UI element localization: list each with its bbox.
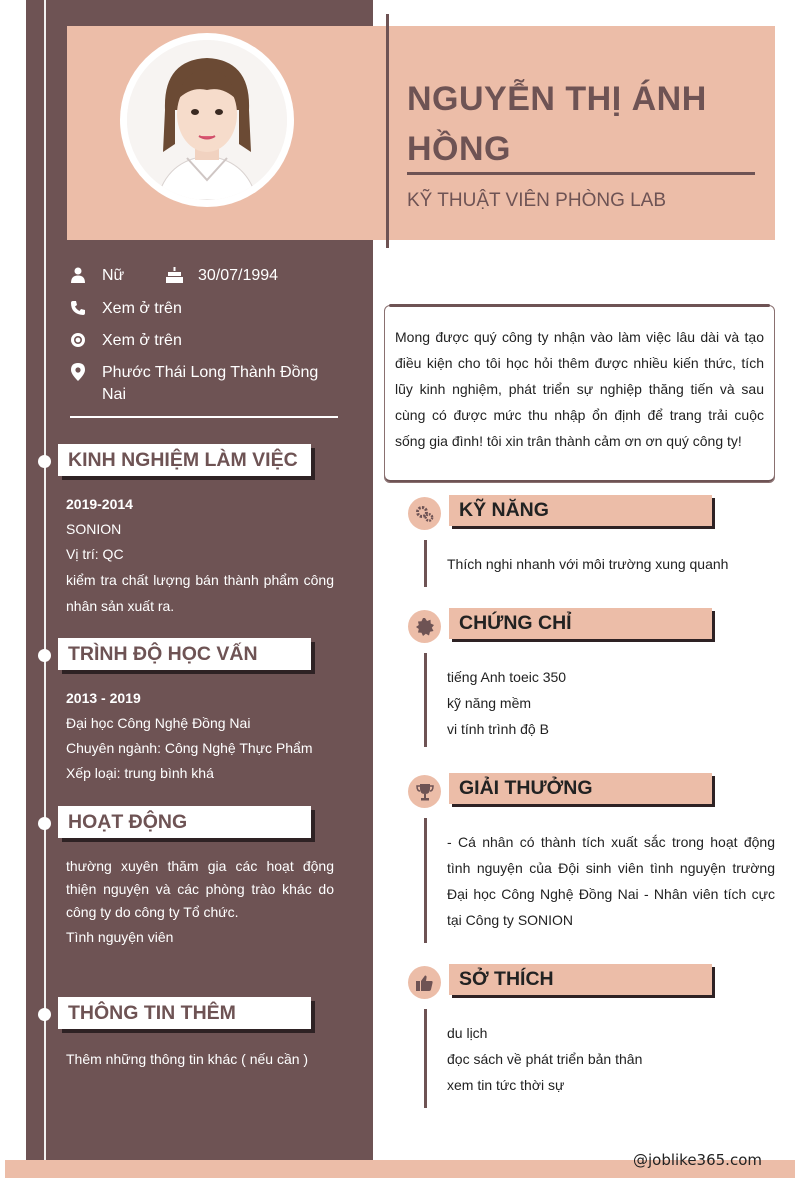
email-value: Xem ở trên [102,332,182,349]
hobbies-list [447,1020,775,1098]
footer-watermark: @joblike365.com [632,1151,762,1169]
activities-section [66,855,334,949]
activities-description: thường xuyên thăm gia các hoạt động thiện nguyện và các phòng trào khác do công ty do công ty Tổ chức. [66,858,334,920]
name-underline [407,172,755,175]
trophy-icon [408,775,441,808]
address-value: Phước Thái Long Thành Đồng Nai [102,364,319,403]
extra-info-heading: THÔNG TIN THÊM [58,997,311,1029]
timeline-dot [38,1008,51,1021]
skills-bar [424,540,427,587]
phone-value: Xem ở trên [102,300,182,317]
at-sign-icon [68,330,88,350]
list-item: du lịch [447,1025,488,1041]
education-major: Chuyên ngành: Công Nghệ Thực Phẩm [66,740,313,756]
experience-description: kiểm tra chất lượng bán thành phẩm công nhân sản xuất ra. [66,572,334,614]
education-heading: TRÌNH ĐỘ HỌC VẤN [58,638,311,670]
hobbies-heading: SỞ THÍCH [449,964,712,995]
cake-icon [164,265,184,285]
experience-position: Vị trí: QC [66,546,124,562]
map-pin-icon [68,362,88,382]
phone-icon [68,298,88,318]
awards-text: - Cá nhân có thành tích xuất sắc trong hoạt động tình nguyện của Đội sinh viên tình nguyện trường Đại học Công Nghệ Đồng Nai - Nhân viên tích cực tại Công ty SONION [447,834,775,928]
list-item: đọc sách về phát triển bản thân [447,1051,643,1067]
gears-icon [408,497,441,530]
extra-info-text: Thêm những thông tin khác ( nếu cần ) [66,1051,309,1067]
contact-email [68,330,182,352]
contact-phone [68,298,182,320]
awards-heading: GIẢI THƯỞNG [449,773,712,804]
thumbs-up-icon [408,966,441,999]
education-period: 2013 - 2019 [66,690,141,706]
education-school: Đại học Công Nghệ Đồng Nai [66,715,251,731]
avatar [120,33,294,207]
certificates-list [447,664,775,742]
education-section [66,686,334,786]
activities-role: Tình nguyện viên [66,929,174,945]
header-divider [386,14,389,248]
contact-gender [68,265,124,287]
sidebar-divider [70,416,338,418]
list-item: tiếng Anh toeic 350 [447,669,567,685]
experience-company: SONION [66,521,122,537]
avatar-photo [127,40,287,200]
contact-birthday [164,265,278,287]
timeline-dot [38,649,51,662]
career-objective: Mong được quý công ty nhận vào làm việc lâu dài và tạo điều kiện cho tôi học hỏi thêm được nhiều kiến thức, tích lũy kinh nghiệm, phát triển sự nghiệp thăng tiến và sau cùng có được mức thu nhập ổn định để trang trải cuộc sống gia đình! tôi xin trân thành cảm ơn ơn quý công ty! [384,305,775,483]
experience-section [66,492,334,619]
activities-heading: HOẠT ĐỘNG [58,806,311,838]
hobbies-bar [424,1009,427,1108]
birthday-value: 30/07/1994 [198,267,279,284]
candidate-name: NGUYỄN THỊ ÁNH HỒNG [407,80,707,168]
person-icon [68,265,88,285]
gender-value: Nữ [102,267,125,284]
awards-bar [424,818,427,943]
certificates-bar [424,653,427,747]
list-item: vi tính trình độ B [447,721,549,737]
skills-list [447,551,775,577]
list-item: Thích nghi nhanh với môi trường xung quanh [447,556,729,572]
certificate-icon [408,610,441,643]
job-title: KỸ THUẬT VIÊN PHÒNG LAB [407,190,667,211]
timeline-dot [38,817,51,830]
list-item: xem tin tức thời sự [447,1077,565,1093]
contact-address [68,362,328,406]
certificates-heading: CHỨNG CHỈ [449,608,712,639]
experience-period: 2019-2014 [66,496,133,512]
timeline-dot [38,455,51,468]
experience-heading: KINH NGHIỆM LÀM VIỆC [58,444,311,476]
skills-heading: KỸ NĂNG [449,495,712,526]
list-item: kỹ năng mềm [447,695,532,711]
timeline-line [44,0,46,1178]
education-grade: Xếp loại: trung bình khá [66,765,214,781]
